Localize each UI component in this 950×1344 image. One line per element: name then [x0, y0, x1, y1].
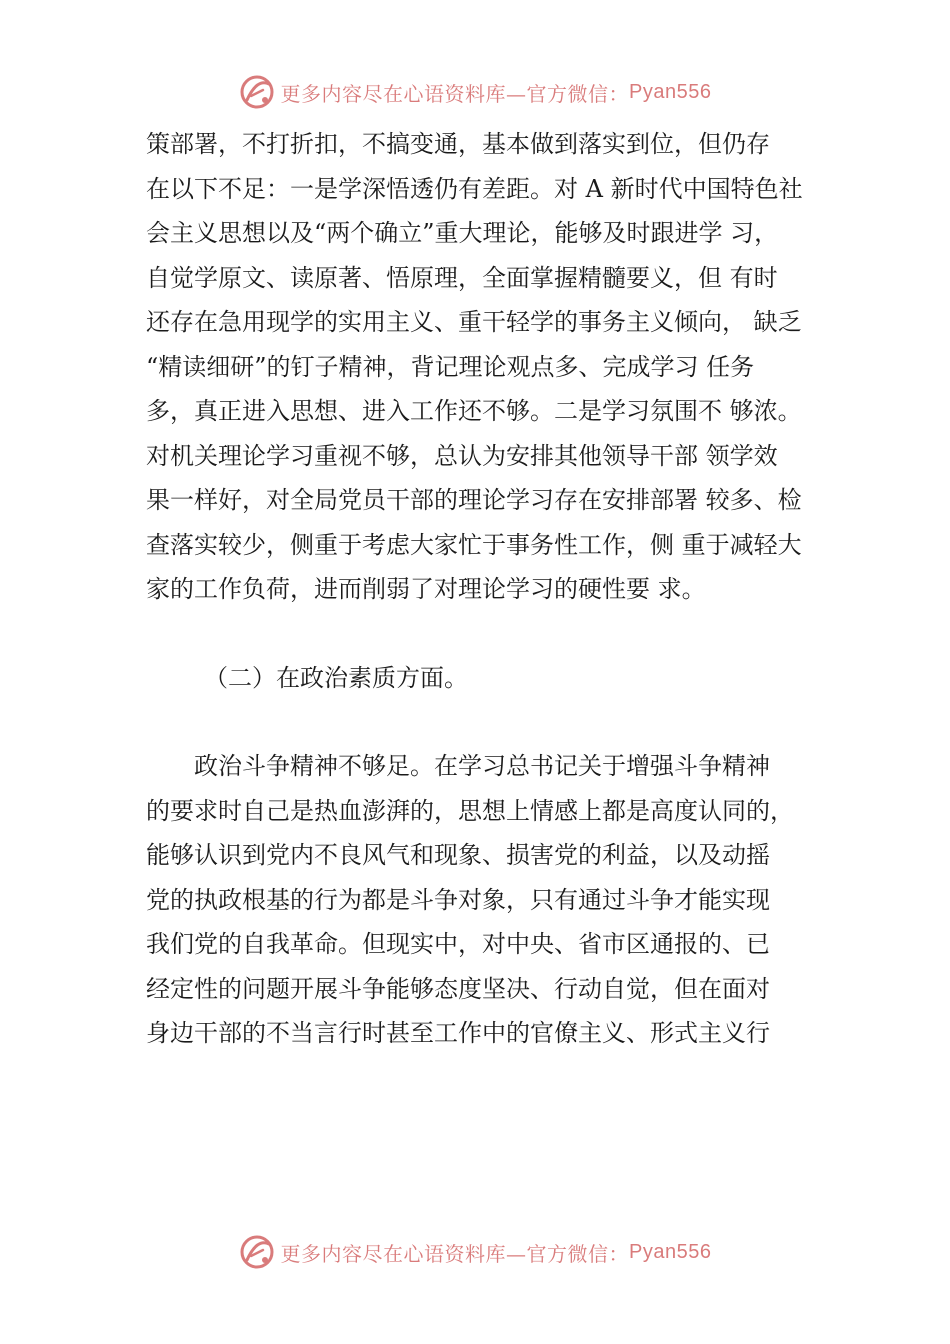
text-line: 策部署，不打折扣，不搞变通，基本做到落实到位，但仍存 [146, 130, 770, 158]
text-line: 经定性的问题开展斗争能够态度坚决、行动自觉，但在面对 [146, 974, 770, 1003]
footer-watermark [0, 1232, 950, 1272]
text-line: 能够认识到党内不良风气和现象、损害党的利益，以及动摇 [146, 841, 770, 869]
text-line: 查落实较少，侧重于考虑大家忙于事务性工作，侧 重于减轻大 [146, 530, 802, 559]
text-line: 果一样好，对全局党员干部的理论学习存在安排部署 较多、检 [146, 486, 802, 514]
text-line: 会主义思想以及“两个确立”重大理论，能够及时跟进学 习， [146, 219, 779, 247]
document-body [146, 122, 846, 1056]
section-heading: （二）在政治素质方面。 [204, 663, 468, 692]
paragraph-1 [146, 122, 846, 612]
text-line: 多，真正进入思想、进入工作还不够。二是学习氛围不 够浓。 [146, 397, 802, 425]
brand-logo-icon [239, 1234, 275, 1270]
text-line: 的要求时自己是热血澎湃的，思想上情感上都是高度认同的， [146, 796, 794, 825]
text-line: 对机关理论学习重视不够，总认为安排其他领导干部 领学效 [146, 441, 778, 470]
brand-logo-icon [239, 74, 275, 110]
text-line: 在以下不足：一是学深悟透仍有差距。对 A 新时代中国特色社 [146, 174, 803, 203]
text-line: 还存在急用现学的实用主义、重干轻学的事务主义倾向， 缺乏 [146, 308, 802, 336]
text-line: 家的工作负荷，进而削弱了对理论学习的硬性要 求。 [146, 575, 706, 603]
text-line: 身边干部的不当言行时甚至工作中的官僚主义、形式主义行 [146, 1019, 770, 1047]
text-line: 自觉学原文、读原著、悟原理，全面掌握精髓要义，但 有时 [146, 263, 778, 292]
paragraph-2 [146, 744, 846, 1056]
watermark-text: 更多内容尽在心语资料库—官方微信： [280, 1241, 630, 1266]
header-watermark [0, 72, 950, 112]
wechat-id: Pyan556 [629, 1240, 712, 1263]
text-line: 政治斗争精神不够足。在学习总书记关于增强斗争精神 [194, 752, 770, 780]
text-line: 我们党的自我革命。但现实中，对中央、省市区通报的、已 [146, 930, 770, 958]
wechat-id: Pyan556 [629, 80, 712, 103]
text-line: “精读细研”的钉子精神，背记理论观点多、完成学习 任务 [146, 352, 755, 381]
watermark-text: 更多内容尽在心语资料库—官方微信： [280, 81, 630, 106]
text-line: 党的执政根基的行为都是斗争对象，只有通过斗争才能实现 [146, 885, 770, 914]
